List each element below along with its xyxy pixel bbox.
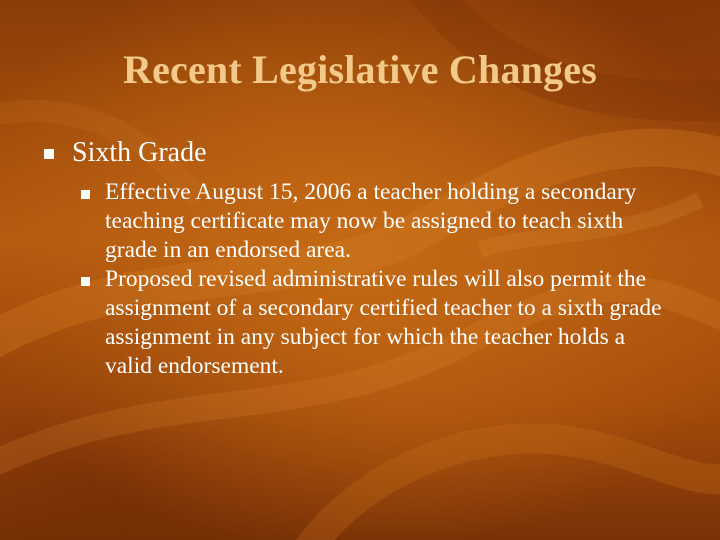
- sub-bullet-text: Effective August 15, 2006 a teacher holding a secondary teaching certificate may now be assigned to teach sixth grade in an endorsed area.: [105, 179, 637, 263]
- square-bullet-icon: [81, 277, 90, 286]
- square-bullet-icon: [81, 190, 90, 199]
- sub-bullet-item: [81, 265, 681, 381]
- bullet-level1-text: Sixth Grade: [72, 137, 207, 168]
- bullet-level1-item: [44, 135, 684, 171]
- square-bullet-icon: [44, 149, 54, 159]
- sub-bullet-list: [81, 178, 681, 381]
- sub-bullet-item: [81, 178, 681, 265]
- sub-bullet-text: Proposed revised administrative rules will also permit the assignment of a secondary certified teacher to a sixth grade assignment in any subject for which the teacher holds a valid endorsement.: [105, 266, 662, 379]
- slide-title: Recent Legislative Changes: [122, 47, 598, 92]
